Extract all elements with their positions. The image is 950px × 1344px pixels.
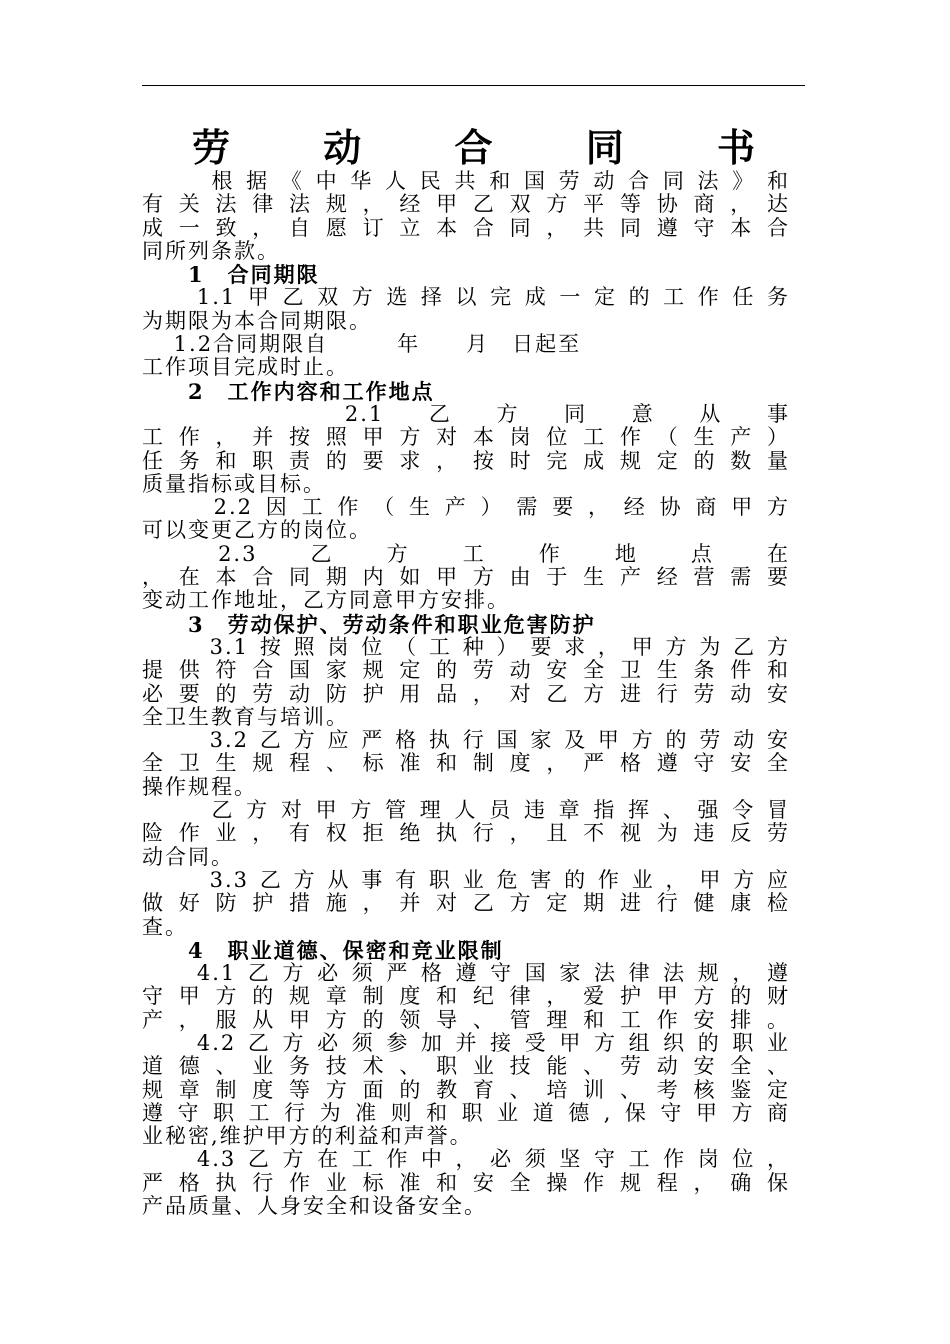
- text-line: 质量指标或目标。: [142, 471, 326, 496]
- text-line: 严格执行作业标准和安全操作规程，确保: [142, 1170, 790, 1195]
- text-line: 有关法律法规，经甲乙双方平等协商，达: [142, 192, 790, 217]
- text-line: 可以变更乙方的岗位。: [142, 518, 372, 543]
- text-line: 乙方对甲方管理人员违章指挥、强令冒: [142, 798, 790, 823]
- text-line: 变动工作地址，乙方同意甲方安排。: [142, 588, 510, 613]
- section-heading: 3 劳动保护、劳动条件和职业危害防护: [142, 611, 596, 637]
- text-line: 全卫生规程、标准和制度，严格遵守安全: [142, 751, 790, 776]
- text-line: 动合同。: [142, 844, 234, 869]
- text-line: 操作规程。: [142, 774, 257, 799]
- text-line: 4.1乙方必须严格遵守国家法律法规，遵: [142, 961, 790, 986]
- text-line: 产，服从甲方的领导、管理和工作安排。: [142, 1007, 790, 1032]
- text-line: 成一致，自愿订立本合同，共同遵守本合: [142, 215, 790, 240]
- contract-body: [142, 170, 790, 1218]
- text-line: 2.1 乙 方 同 意 从 事: [142, 401, 790, 426]
- text-line: 任务和职责的要求，按时完成规定的数量: [142, 448, 790, 473]
- text-line: 3.1按照岗位（工种）要求，甲方为乙方: [142, 634, 790, 659]
- text-line: 业秘密,维护甲方的利益和声誉。: [142, 1124, 473, 1149]
- text-line: 全卫生教育与培训。: [142, 704, 349, 729]
- section-heading: 2 工作内容和工作地点: [142, 378, 435, 404]
- document-title: 劳 动 合 同 书: [192, 125, 795, 170]
- text-line: 4.2乙方必须参加并接受甲方组织的职业: [142, 1030, 790, 1055]
- text-line: 工作项目完成时止。: [142, 355, 349, 380]
- text-line: 为期限为本合同期限。: [142, 308, 372, 333]
- text-line: 守甲方的规章制度和纪律，爱护甲方的财: [142, 984, 790, 1009]
- text-line: 1.2合同期限自 年 月 日起至: [142, 332, 582, 357]
- text-line: 提供符合国家规定的劳动安全卫生条件和: [142, 658, 790, 683]
- text-line: 2.3 乙 方 工 作 地 点 在: [142, 541, 790, 566]
- section-heading: 4 职业道德、保密和竞业限制: [142, 937, 504, 963]
- text-line: 必要的劳动防护用品，对乙方进行劳动安: [142, 681, 790, 706]
- text-line: 同所列条款。: [142, 238, 280, 263]
- text-line: ，在本合同期内如甲方由于生产经营需要: [142, 565, 790, 590]
- text-line: 3.3乙方从事有职业危害的作业，甲方应: [142, 867, 790, 892]
- text-line: 产品质量、人身安全和设备安全。: [142, 1194, 487, 1219]
- section-heading: 1 合同期限: [142, 262, 320, 288]
- text-line: 做好防护措施，并对乙方定期进行健康检: [142, 891, 790, 916]
- text-line: 规章制度等方面的教育、培训、考核鉴定: [142, 1077, 790, 1102]
- text-line: 1.1甲乙双方选择以完成一定的工作任务: [142, 285, 790, 310]
- text-line: 根据《中华人民共和国劳动合同法》和: [142, 169, 790, 193]
- text-line: 查。: [142, 914, 188, 939]
- text-line: 4.3乙方在工作中，必须坚守工作岗位，: [142, 1147, 790, 1172]
- header-rule: [142, 85, 805, 86]
- text-line: 道德、业务技术、职业技能、劳动安全、: [142, 1054, 790, 1079]
- text-line: 工作，并按照甲方对本岗位工作（生产）: [142, 425, 790, 450]
- text-line: 遵守职工行为准则和职业道德,保守甲方商: [142, 1100, 790, 1125]
- text-line: 3.2乙方应严格执行国家及甲方的劳动安: [142, 728, 790, 753]
- text-line: 2.2因工作（生产）需要，经协商甲方: [142, 495, 790, 520]
- text-line: 险作业，有权拒绝执行，且不视为违反劳: [142, 821, 790, 846]
